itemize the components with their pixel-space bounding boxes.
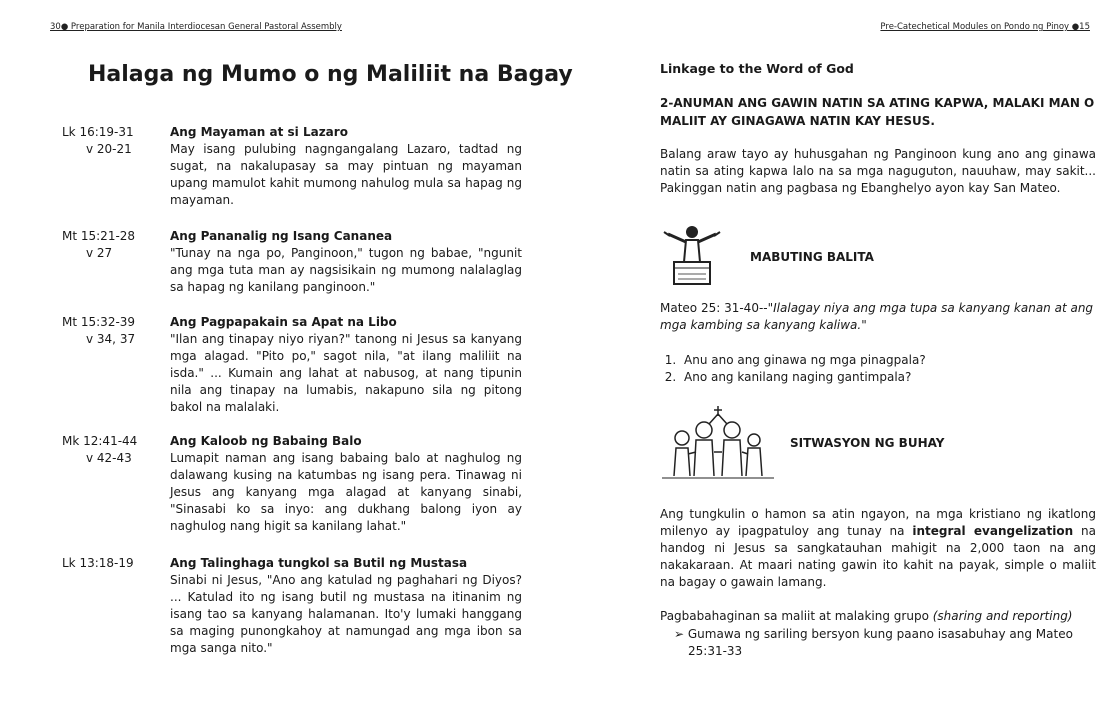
gospel-ref: Mateo 25: 31-40-- (660, 301, 768, 315)
entry-body: May isang pulubing nagngangalang Lazaro, tadtad ng sugat, na nakalupasay sa may pintuan ng mayaman upang mamulot kahit mumong nahulog mula sa hapag ng mayaman. (170, 142, 522, 207)
entry-body: Lumapit naman ang isang babaing balo at naghulog ng dalawang kusing na katumbas ng isang pera. Tinawag ni Jesus ang kanyang mga alagad at kanyang sinabi, "Sinasabi ko sa inyo: ang dukhang balong iyon ay naghulog nang higit sa kanilang lahat." (170, 451, 522, 533)
right-page (556, 0, 1116, 728)
gospel-quote: "Ilalagay niya ang mga tupa sa kanyang kanan at ang mga kambing sa kanyang kaliwa." (660, 301, 1094, 332)
scripture-reference: Lk 13:18-19 (62, 556, 134, 570)
scripture-text (170, 555, 522, 657)
situation-paragraph: Ang tungkulin o hamon sa atin ngayon, na mga kristiano ng ikatlong milenyo ay ipagpatuloy ang tunay na integral evangelization na handog ni Jesus sa sangkatauhan mahigit na 2,000 taon na ang nakakaraan. At maari nating gawin ito kahit na payak, simple o maliit na bagay o gawain lamang. (660, 507, 1096, 589)
scripture-text (170, 228, 522, 296)
intro-paragraph: Balang araw tayo ay huhusgahan ng Panginoon kung ano ang ginawa natin sa ating kapwa lalo na sa mga naguguton, nauuhaw, may sakit... Pakinggan natin ang pagbasa ng Ebanghelyo ayon kay San Mateo. (660, 147, 1096, 195)
scripture-text (170, 433, 522, 535)
caps-statement: 2-ANUMAN ANG GAWIN NATIN SA ATING KAPWA, MALAKI MAN O MALIIT AY GINAGAWA NATIN KAY HESUS. (660, 96, 1095, 128)
question-item: 1. Anu ano ang ginawa ng mga pinagpala? (680, 352, 1096, 369)
gospel-section (660, 222, 1096, 292)
jesus-preaching-icon (660, 222, 726, 288)
entry-heading: Ang Mayaman at si Lazaro (170, 125, 348, 139)
situation-section (660, 404, 1096, 482)
entry-heading: Ang Pananalig ng Isang Cananea (170, 229, 393, 243)
page-title: Halaga ng Mumo o ng Maliliit na Bagay (88, 62, 573, 87)
right-running-header: Pre-Catechetical Modules on Pondo ng Pinoy ●15 (880, 22, 1090, 32)
sharing-instruction: Pagbabahaginan sa maliit at malaking grupo (sharing and reporting) (660, 609, 1073, 623)
integral-evangelization: integral evangelization (912, 524, 1074, 538)
scripture-reference: Mt 15:32-39 v 34, 37 (62, 315, 136, 346)
scripture-reference: Mt 15:21-28 v 27 (62, 229, 136, 260)
entry-heading: Ang Pagpapakain sa Apat na Libo (170, 315, 397, 329)
gospel-reading (660, 300, 1096, 334)
scripture-text (170, 124, 522, 209)
sharing-bullet: ➢ Gumawa ng sariling bersyon kung paano isasabuhay ang Mateo 25:31-33 (674, 627, 1073, 658)
entry-heading: Ang Kaloob ng Babaing Balo (170, 434, 362, 448)
situation-label: SITWASYON NG BUHAY (790, 436, 945, 450)
scripture-text (170, 314, 522, 416)
entry-heading: Ang Talinghaga tungkol sa Butil ng Mustasa (170, 556, 468, 570)
gospel-label: MABUTING BALITA (750, 250, 874, 264)
scripture-reference: Lk 16:19-31 v 20-21 (62, 125, 134, 156)
left-running-header: 30● Preparation for Manila Interdiocesan General Pastoral Assembly (50, 22, 342, 32)
entry-body: Sinabi ni Jesus, "Ano ang katulad ng paghahari ng Diyos? ... Katulad ito ng isang butil ng mustasa na itinanim ng isang tao sa kanyang halamanan. Ito'y lumaki hanggang sa maging punongkahoy at namungad ang mga ibon sa mga sanga nito." (170, 573, 522, 655)
family-church-icon (660, 404, 776, 480)
question-item: 2. Ano ang kanilang naging gantimpala? (680, 369, 1096, 386)
entry-body: "Ilan ang tinapay niyo riyan?" tanong ni Jesus sa kanyang mga alagad. "Pito po," sagot nila, "at ilang maliliit na isda." ... Kumain ang lahat at nabusog, at nang tipunin nila ang tinapay na lumabis, nakapuno sila ng pitong bakol na malalaki. (170, 332, 522, 414)
entry-body: "Tunay na nga po, Panginoon," tugon ng babae, "ngunit ang mga tuta man ay nagsisikain ng mumong nalalaglag sa hapag ng kanilang panginoon." (170, 246, 522, 294)
reflection-questions (660, 352, 1096, 386)
linkage-heading: Linkage to the Word of God (660, 61, 854, 76)
scripture-reference: Mk 12:41-44 v 42-43 (62, 434, 138, 465)
